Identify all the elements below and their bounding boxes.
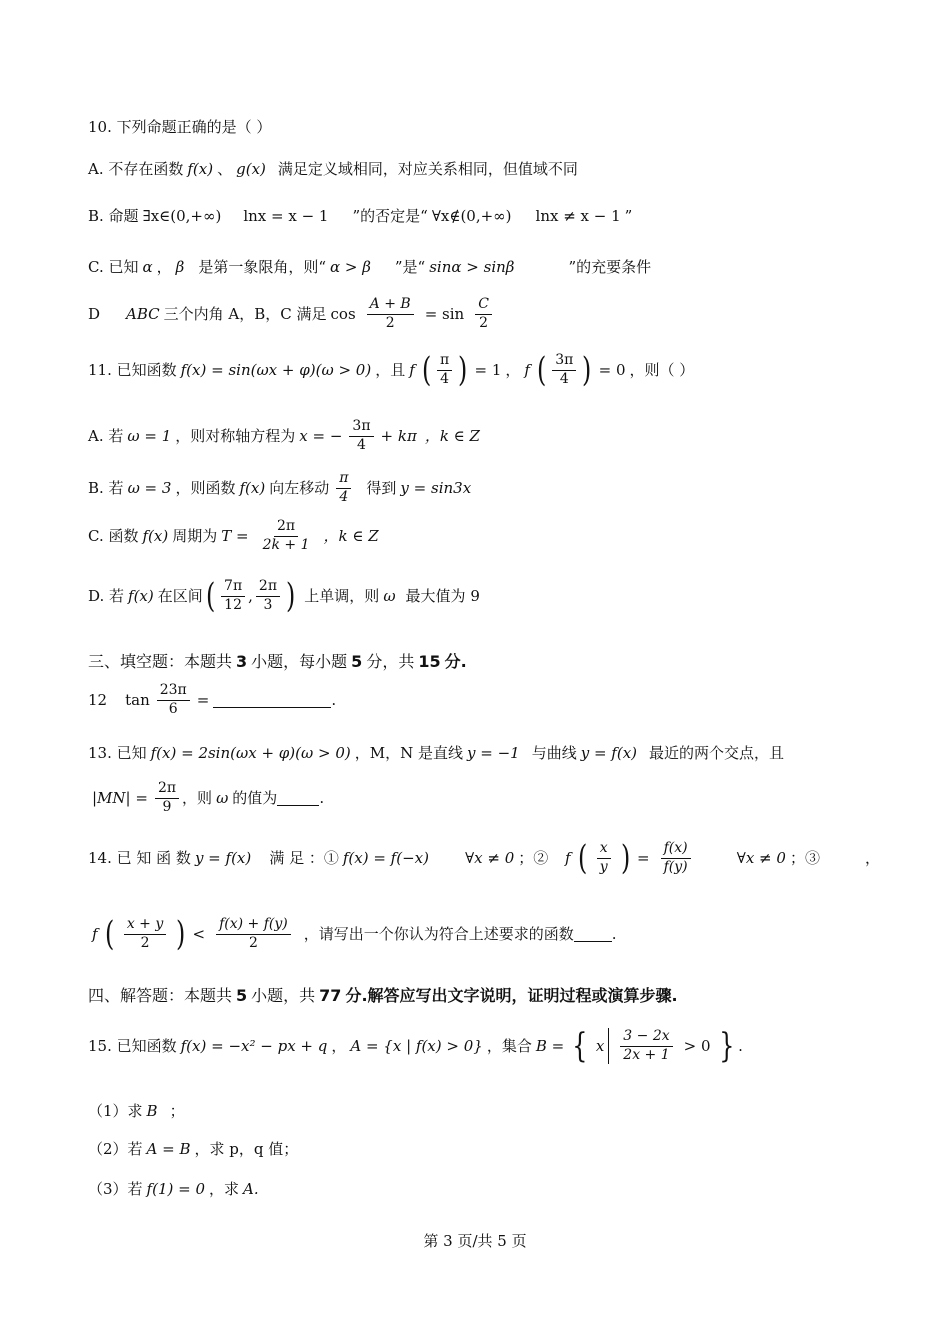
q13-line1: 13. 已知 f(x) = 2sin(ωx + φ)(ω > 0) ，M，N 是直线 y = −1 与曲线 y = f(x) 最近的两个交点，且 xyxy=(88,744,785,762)
q14-line1: 14. 已 知 函 数 y = f(x) 满 足 ：① f(x) = f(−x) ∀x ≠ 0 ；② f ( $\frac{x}{y}$ ) = $\frac{f(x)}{f(y)}$ ∀x ≠ 0 ；③ ， xyxy=(88,838,880,878)
q14-line2: f ( $\frac{x + y}{2}$ ) < $\frac{f(x) + f(y)}{2}$ ，请写出一个你认为符合上述要求的函数 . xyxy=(92,914,617,954)
q11-option-d: D. 若 f(x) 在区间 ( $\frac{7\pi}{12}$ , $\frac{2\pi}{3}$ ) 上单调，则 ω 最大值为 9 xyxy=(88,576,480,616)
q11-option-a: A. 若 ω = 1 ，则对称轴方程为 x = − $\frac{3\pi}{4}$ + kπ ，k ∈ Z xyxy=(88,418,480,453)
q10-stem: 10. 下列命题正确的是（ ） xyxy=(88,118,272,136)
fraction: $\frac{2\pi}{2k + 1}$ xyxy=(262,518,310,553)
q15-part3: （3）若 f(1) = 0 ，求 A. xyxy=(88,1180,259,1198)
fraction: $\frac{3 - 2x}{2x + 1}$ xyxy=(616,1028,676,1064)
fraction: $\frac{\pi}{4}$ xyxy=(332,470,355,506)
fraction: $\frac{3\pi}{4}$ xyxy=(552,352,576,388)
fraction: $\frac{2\pi}{9}$ xyxy=(155,780,179,816)
fraction: $\frac{C}{2}$ xyxy=(471,296,496,332)
fraction: $\frac{23\pi}{6}$ xyxy=(157,682,190,718)
fraction: $\frac{x}{y}$ xyxy=(593,840,615,876)
fraction: $\frac{7\pi}{12}$ xyxy=(221,578,245,614)
q13-line2: |MN| = $\frac{2\pi}{9}$ ，则 ω 的值为 . xyxy=(92,780,325,815)
q15-part2: （2）若 A = B ，求 p，q 值； xyxy=(88,1140,299,1158)
q11-option-b: B. 若 ω = 3 ，则函数 f(x) 向左移动 $\frac{\pi}{4}$ 得到 y = sin3x xyxy=(88,470,472,505)
fraction: $\frac{A + B}{2}$ xyxy=(363,296,418,332)
section-4-heading: 四、解答题：本题共 5 小题，共 77 分.解答应写出文字说明，证明过程或演算步骤. xyxy=(88,986,678,1005)
fraction: $\frac{f(x)}{f(y)}$ xyxy=(657,840,695,876)
fraction: $\frac{x + y}{2}$ xyxy=(120,916,170,952)
answer-blank[interactable] xyxy=(277,791,319,806)
q11-stem: 11. 已知函数 f(x) = sin(ωx + φ)(ω > 0) ，且 f ( $\frac{\pi}{4}$ ) = 1 ， f ( $\frac{3\pi}{4}$ ) = 0 ，则（ ） xyxy=(88,350,695,390)
q10-option-c: C. 已知 α ， β 是第一象限角，则“ α > β ”是“ sinα > sinβ ”的充要条件 xyxy=(88,258,652,276)
fraction: $\frac{f(x) + f(y)}{2}$ xyxy=(212,916,295,952)
q10-option-b: B. 命题 ∃x∈(0,+∞) lnx = x − 1 ”的否定是“ ∀x∉(0,+∞) lnx ≠ x − 1 ” xyxy=(88,207,633,225)
q12: 12 tan $\frac{23\pi}{6}$ = . xyxy=(88,682,337,717)
page-footer: 第 3 页/共 5 页 xyxy=(423,1232,527,1250)
q15-stem: 15. 已知函数 f(x) = −x² − px + q ， A = {x | f(x) > 0} ，集合 B = { x $\frac{3 - 2x}{2x + 1}$ > 0 } . xyxy=(88,1026,743,1066)
fraction: $\frac{2\pi}{3}$ xyxy=(256,578,280,614)
section-3-heading: 三、填空题：本题共 3 小题，每小题 5 分，共 15 分. xyxy=(88,652,467,671)
fraction: $\frac{\pi}{4}$ xyxy=(437,352,452,388)
fraction: $\frac{3\pi}{4}$ xyxy=(349,418,373,454)
answer-blank[interactable] xyxy=(574,927,612,942)
q10-option-d: D ABC 三个内角 A，B，C 满足 cos $\frac{A + B}{2}$ = sin $\frac{C}{2}$ xyxy=(88,296,880,332)
answer-blank[interactable] xyxy=(213,693,331,708)
q11-option-c: C. 函数 f(x) 周期为 T = $\frac{2\pi}{2k + 1}$ ，k ∈ Z xyxy=(88,518,379,553)
q10-option-a: A. 不存在函数 f(x) 、 g(x) 满足定义域相同，对应关系相同，但值域不同 xyxy=(88,160,578,178)
q15-part1: （1）求 B ； xyxy=(88,1102,185,1120)
